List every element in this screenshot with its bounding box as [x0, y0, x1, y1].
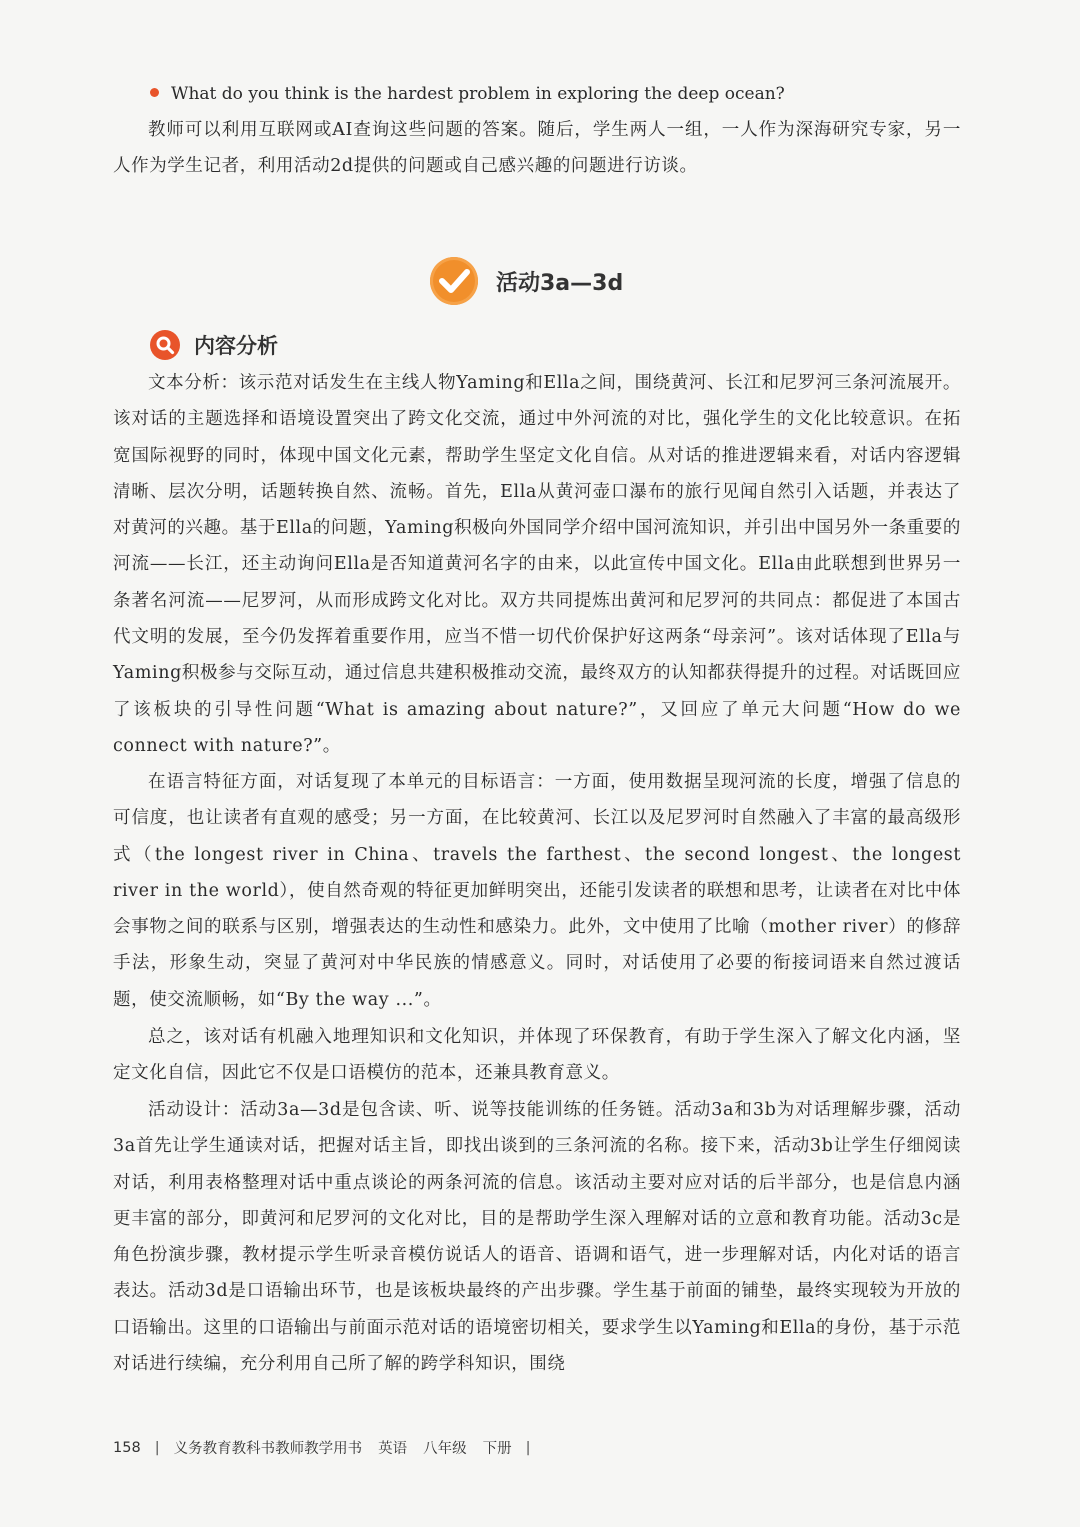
paragraph-language-features: 在语言特征方面，对话复现了本单元的目标语言：一方面，使用数据呈现河流的长度，增强了信息的可信度，也让读者有直观的感受；另一方面，在比较黄河、长江以及尼罗河时自然融入了丰富的最高级形式（the longest river in China、travels the farthest、the second longest、the longest river in the world），使自然奇观的特征更加鲜明突出，还能引发读者的联想和思考，让读者在对比中体会事物之间的联系与区别，增强表达的生动性和感染力。此外，文中使用了比喻（mother river）的修辞手法，形象生动，突显了黄河对中华民族的情感意义。同时，对话使用了必要的衔接词语来自然过渡话题，使交流顺畅，如“By the way ...”。	[113, 772, 961, 1010]
paragraph-summary: 总之，该对话有机融入地理知识和文化知识，并体现了环保教育，有助于学生深入了解文化内涵，坚定文化自信，因此它不仅是口语模仿的范本，还兼具教育意义。	[113, 1027, 961, 1084]
page-number: 158	[113, 1439, 141, 1456]
paragraph-text-analysis: 文本分析：该示范对话发生在主线人物Yaming和Ella之间，围绕黄河、长江和尼罗河三条河流展开。该对话的主题选择和语境设置突出了跨文化交流，通过中外河流的对比，强化学生的文化比较意识。在拓宽国际视野的同时，体现中国文化元素，帮助学生坚定文化自信。从对话的推进逻辑来看，对话内容逻辑清晰、层次分明，话题转换自然、流畅。首先，Ella从黄河壶口瀑布的旅行见闻自然引入话题，并表达了对黄河的兴趣。基于Ella的问题，Yaming积极向外国同学介绍中国河流知识，并引出中国另外一条重要的河流——长江，还主动询问Ella是否知道黄河名字的由来，以此宣传中国文化。Ella由此联想到世界另一条著名河流——尼罗河，从而形成跨文化对比。双方共同提炼出黄河和尼罗河的共同点：都促进了本国古代文明的发展，至今仍发挥着重要作用，应当不惜一切代价保护好这两条“母亲河”。该对话体现了Ella与Yaming积极参与交际互动，通过信息共建积极推动交流，最终双方的认知都获得提升的过程。对话既回应了该板块的引导性问题“What is amazing about nature?”，又回应了单元大问题“How do we connect with nature?”。	[113, 373, 961, 756]
bullet-text: What do you think is the hardest problem in exploring the deep ocean?	[171, 84, 785, 104]
footer-subject: 英语	[378, 1441, 408, 1457]
subsection-heading	[150, 327, 278, 363]
subsection-title: 内容分析	[194, 334, 278, 358]
footer-separator-end: |	[525, 1439, 531, 1456]
footer-volume: 下册	[482, 1441, 512, 1457]
bullet-dot-icon	[150, 88, 159, 97]
check-badge-icon	[430, 257, 478, 305]
section-title: 活动3a—3d	[496, 270, 624, 296]
intro-paragraph: 教师可以利用互联网或AI查询这些问题的答案。随后，学生两人一组，一人作为深海研究专家，另一人作为学生记者，利用活动2d提供的问题或自己感兴趣的问题进行访谈。	[113, 120, 961, 177]
paragraph-activity-design: 活动设计：活动3a—3d是包含读、听、说等技能训练的任务链。活动3a和3b为对话理解步骤，活动3a首先让学生通读对话，把握对话主旨，即找出谈到的三条河流的名称。接下来，活动3b让学生仔细阅读对话，利用表格整理对话中重点谈论的两条河流的信息。该活动主要对应对话的后半部分，也是信息内涵更丰富的部分，即黄河和尼罗河的文化对比，目的是帮助学生深入理解对话的立意和教育功能。活动3c是角色扮演步骤，教材提示学生听录音模仿说话人的语音、语调和语气，进一步理解对话，内化对话的语言表达。活动3d是口语输出环节，也是该板块最终的产出步骤。学生基于前面的铺垫，最终实现较为开放的口语输出。这里的口语输出与前面示范对话的语境密切相关，要求学生以Yaming和Ella的身份，基于示范对话进行续编，充分利用自己所了解的跨学科知识，围绕	[113, 1100, 961, 1375]
book-title: 义务教育教科书教师教学用书	[173, 1441, 363, 1457]
section-heading	[430, 253, 623, 309]
bullet-question	[150, 82, 785, 106]
page-footer	[113, 1437, 544, 1458]
magnifier-icon	[150, 330, 180, 360]
footer-grade: 八年级	[423, 1441, 467, 1457]
footer-separator: |	[154, 1439, 160, 1456]
